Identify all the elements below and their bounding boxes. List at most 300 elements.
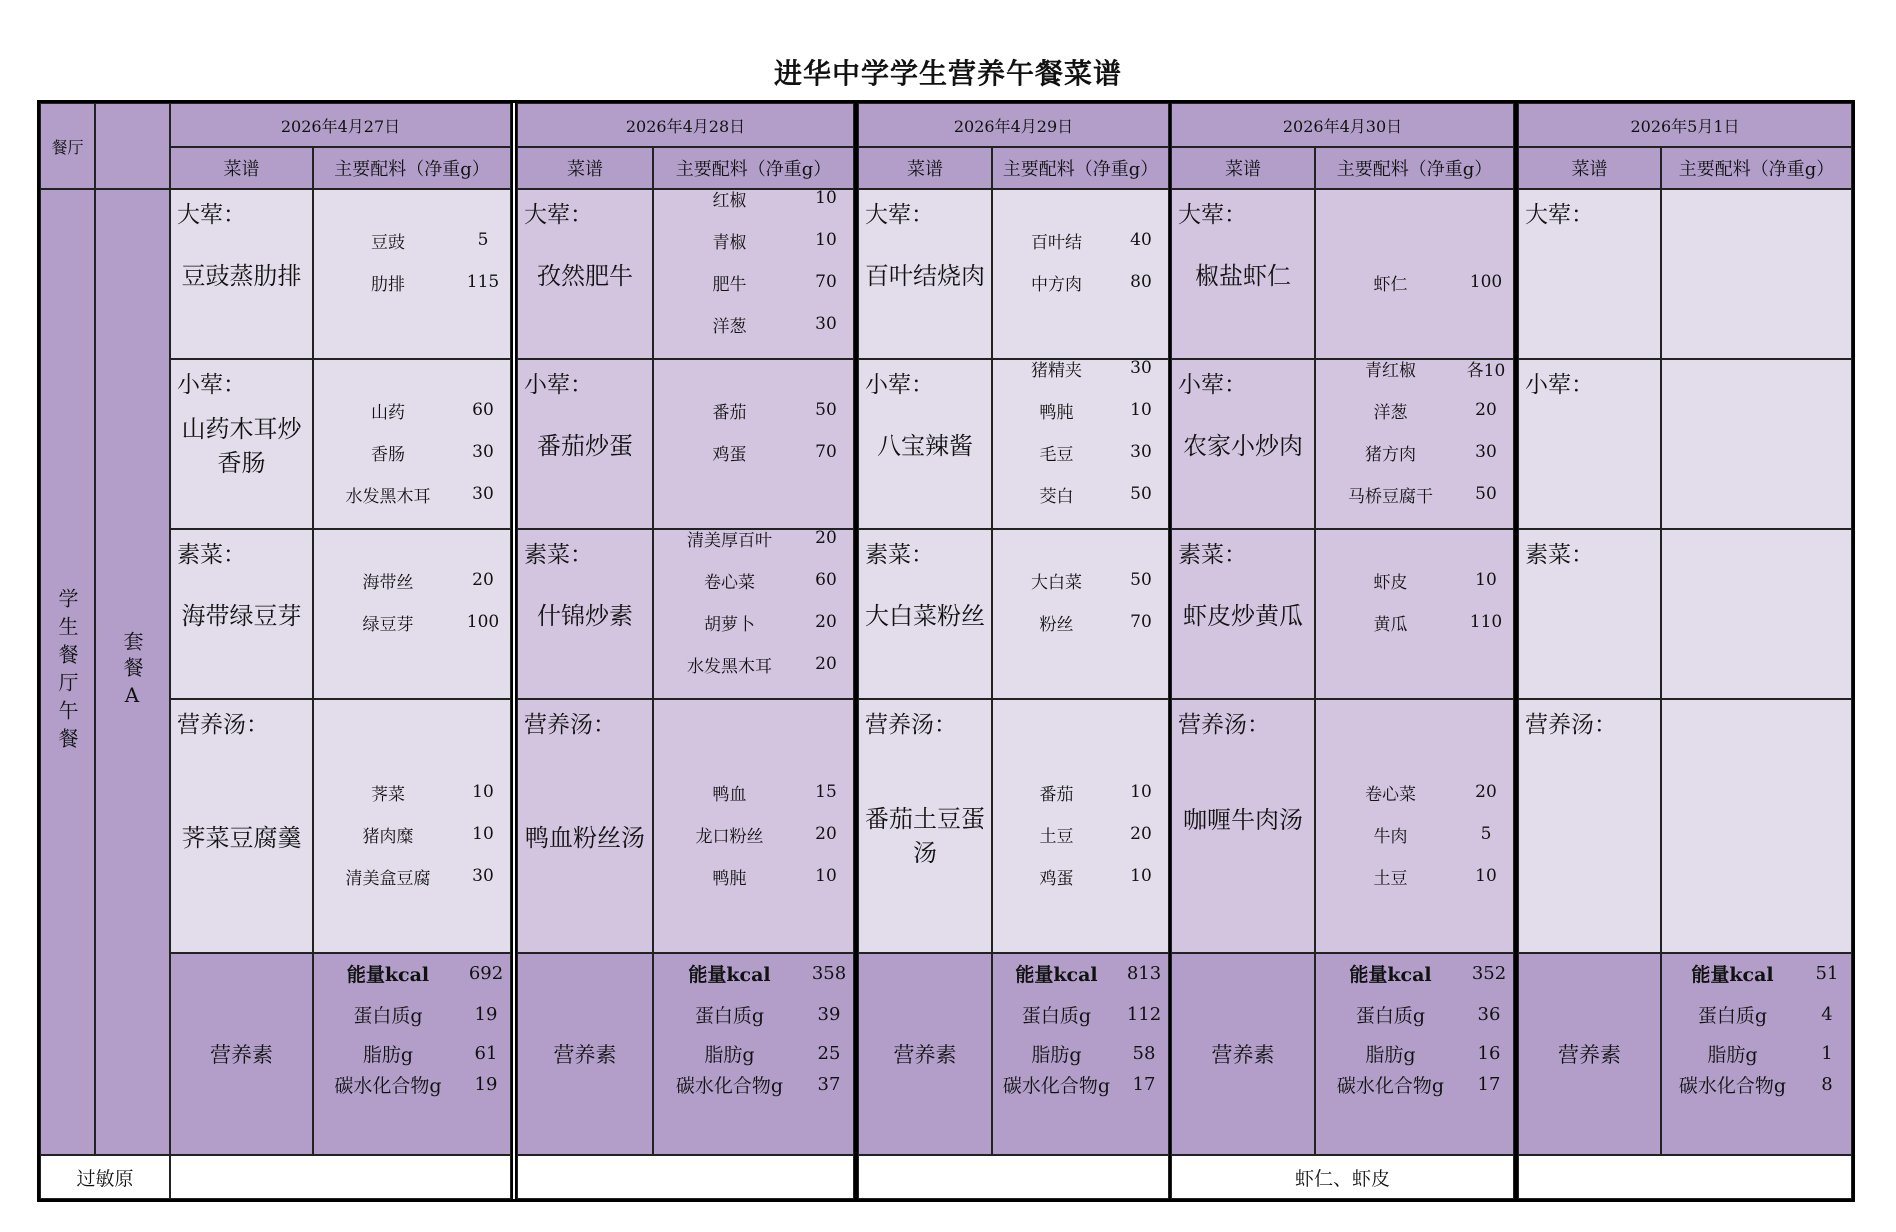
ingredient-name: 猪方肉: [1365, 444, 1416, 465]
ingredient-row: [1316, 359, 1513, 389]
section-label: 小荤：: [177, 372, 246, 398]
nutrient-row: [993, 956, 1168, 990]
set-label: [95, 189, 170, 1155]
ingredient-row: [314, 559, 510, 601]
nutrient-value: 17: [1132, 1073, 1156, 1095]
ingredient-row: [654, 389, 853, 431]
dish-cell: [858, 699, 992, 953]
dish-cell: [170, 359, 313, 529]
ingredient-weight: 30: [1130, 359, 1152, 378]
nutrient-name: 蛋白质g: [353, 1004, 423, 1027]
dish-cell: [1171, 529, 1315, 699]
dish-cell: [1518, 189, 1661, 359]
nutrient-value: 58: [1132, 1042, 1156, 1064]
ingredient-weight: 20: [1475, 400, 1497, 420]
ingredients-cell: [653, 189, 854, 359]
ingredient-name: 洋葱: [1373, 402, 1408, 423]
dish-name: 番茄土豆蛋汤: [865, 805, 985, 867]
ingredients-cell: [313, 359, 511, 529]
dish-name: 鸭血粉丝汤: [525, 824, 645, 852]
ingredient-name: 卷心菜: [704, 572, 755, 593]
ingredient-name: 粉丝: [1039, 614, 1074, 635]
allergen-cell: 虾仁、虾皮: [1171, 1155, 1514, 1199]
section-label: 素菜：: [1178, 542, 1247, 568]
ingredient-weight: 60: [815, 570, 837, 590]
ingredients-column-header: 主要配料（净重g）: [992, 147, 1169, 189]
section-label: 大荤：: [177, 202, 246, 228]
dish-name: 虾皮炒黄瓜: [1183, 602, 1303, 630]
nutrient-row: [654, 997, 853, 1031]
ingredient-name: 豆豉: [371, 232, 405, 253]
ingredients-cell: [1315, 529, 1514, 699]
ingredient-row: [654, 559, 853, 601]
ingredient-weight: 10: [815, 189, 837, 208]
nutrient-row: [993, 1036, 1168, 1070]
section-label: 营养汤：: [1525, 712, 1617, 738]
menu-table: [37, 100, 1855, 1202]
nutrient-value: 112: [1126, 1003, 1162, 1025]
ingredient-name: 卷心菜: [1365, 784, 1416, 805]
dish-cell: [170, 529, 313, 699]
ingredient-name: 青红椒: [1365, 360, 1416, 381]
ingredient-weight: 115: [466, 272, 500, 292]
dish-cell: [1518, 529, 1661, 699]
ingredient-name: 海带丝: [362, 572, 414, 593]
ingredient-name: 鸭肫: [712, 868, 747, 889]
ingredient-name: 水发黑木耳: [687, 656, 772, 677]
ingredients-cell: [653, 699, 854, 953]
nutrient-row: [1662, 956, 1851, 990]
ingredient-row: [993, 559, 1168, 601]
ingredient-row: [654, 219, 853, 261]
nutrient-name: 能量kcal: [688, 963, 771, 986]
ingredient-weight: 50: [1130, 570, 1152, 590]
ingredients-column-header: 主要配料（净重g）: [1315, 147, 1514, 189]
ingredients-cell: [992, 189, 1169, 359]
nutrient-value: 813: [1126, 962, 1162, 984]
dish-cell: [517, 699, 653, 953]
nutrition-label: 营养素: [1171, 953, 1315, 1155]
ingredient-row: [1316, 261, 1513, 303]
dish-cell: [170, 189, 313, 359]
ingredient-row: [993, 431, 1168, 473]
dish-cell: [858, 359, 992, 529]
nutrient-name: 能量kcal: [1015, 963, 1098, 986]
dish-name: 山药木耳炒香肠: [181, 415, 302, 477]
ingredient-row: [993, 813, 1168, 855]
canteen-label-text: 学生餐厅午餐: [55, 588, 79, 756]
ingredient-row: [314, 431, 510, 473]
nutrient-row: [993, 997, 1168, 1031]
ingredient-weight: 20: [815, 612, 837, 632]
ingredient-name: 毛豆: [1039, 444, 1074, 465]
dish-name: 咖喱牛肉汤: [1183, 806, 1303, 834]
ingredient-weight: 10: [1475, 570, 1497, 590]
ingredient-weight: 5: [1480, 824, 1492, 844]
nutrient-value: 39: [817, 1003, 841, 1025]
ingredient-row: [314, 601, 510, 643]
menu-column-header: 菜谱: [170, 147, 313, 189]
section-label: 素菜：: [524, 542, 593, 568]
ingredient-row: [993, 261, 1168, 303]
nutrition-label: 营养素: [1518, 953, 1661, 1155]
nutrition-values: [992, 953, 1169, 1155]
ingredient-weight: 20: [815, 824, 837, 844]
ingredient-name: 牛肉: [1373, 826, 1408, 847]
ingredients-cell: [653, 529, 854, 699]
nutrient-row: [654, 956, 853, 990]
ingredient-weight: 20: [1475, 782, 1497, 802]
ingredient-name: 鸭血: [712, 784, 747, 805]
ingredient-weight: 70: [815, 442, 837, 462]
nutrient-row: [993, 1067, 1168, 1101]
nutrient-value: 19: [474, 1003, 498, 1025]
date-header: 2026年5月1日: [1518, 103, 1852, 147]
section-label: 素菜：: [1525, 542, 1594, 568]
ingredient-name: 猪精夹: [1031, 360, 1082, 381]
ingredient-name: 肋排: [371, 274, 405, 295]
ingredient-weight: 110: [1469, 612, 1503, 632]
nutrient-value: 352: [1471, 962, 1507, 984]
nutrient-row: [1316, 1036, 1513, 1070]
ingredient-name: 绿豆芽: [362, 614, 414, 635]
ingredients-cell: [992, 359, 1169, 529]
ingredient-weight: 20: [472, 570, 494, 590]
nutrition-values: [653, 953, 854, 1155]
allergen-cell: [517, 1155, 854, 1199]
ingredient-name: 龙口粉丝: [695, 826, 764, 847]
nutrition-values: [1661, 953, 1852, 1155]
ingredient-row: [1316, 855, 1513, 897]
ingredient-row: [993, 855, 1168, 897]
ingredient-weight: 30: [1130, 442, 1152, 462]
dish-name: 豆豉蒸肋排: [181, 262, 302, 290]
ingredient-weight: 30: [815, 314, 837, 334]
dish-cell: [170, 699, 313, 953]
nutrient-row: [314, 956, 510, 990]
nutrient-value: 37: [817, 1073, 841, 1095]
nutrient-name: 蛋白质g: [1021, 1004, 1092, 1027]
nutrient-name: 能量kcal: [1691, 963, 1774, 986]
nutrient-name: 脂肪g: [362, 1043, 414, 1066]
dish-cell: [1518, 359, 1661, 529]
ingredient-name: 番茄: [1039, 784, 1074, 805]
allergen-cell: [1518, 1155, 1852, 1199]
ingredient-name: 中方肉: [1031, 274, 1082, 295]
ingredients-column-header: 主要配料（净重g）: [1661, 147, 1852, 189]
nutrient-name: 碳水化合物g: [675, 1074, 784, 1097]
ingredients-cell: [1661, 529, 1852, 699]
ingredient-weight: 30: [472, 866, 494, 886]
section-label: 大荤：: [1525, 202, 1594, 228]
nutrient-value: 36: [1477, 1003, 1501, 1025]
ingredient-row: [314, 771, 510, 813]
ingredient-name: 猪肉糜: [362, 826, 414, 847]
section-label: 营养汤：: [1178, 712, 1270, 738]
ingredient-weight: 100: [466, 612, 500, 632]
nutrient-row: [1662, 1067, 1851, 1101]
ingredient-weight: 20: [815, 529, 837, 548]
nutrient-name: 脂肪g: [704, 1043, 755, 1066]
nutrient-name: 碳水化合物g: [334, 1074, 442, 1097]
ingredients-column-header: 主要配料（净重g）: [313, 147, 511, 189]
nutrient-row: [1662, 1036, 1851, 1070]
ingredient-row: [1316, 771, 1513, 813]
ingredient-row: [654, 261, 853, 303]
nutrient-value: 16: [1477, 1042, 1501, 1064]
nutrient-name: 蛋白质g: [694, 1004, 765, 1027]
ingredient-row: [654, 529, 853, 559]
ingredient-weight: 10: [472, 782, 494, 802]
nutrient-row: [1316, 956, 1513, 990]
nutrition-label: 营养素: [517, 953, 653, 1155]
section-label: 大荤：: [865, 202, 934, 228]
ingredient-weight: 70: [1130, 612, 1152, 632]
ingredient-row: [314, 389, 510, 431]
dish-cell: [1171, 359, 1315, 529]
ingredient-row: [654, 855, 853, 897]
ingredient-weight: 20: [815, 654, 837, 674]
nutrient-name: 脂肪g: [1031, 1043, 1082, 1066]
ingredients-cell: [992, 699, 1169, 953]
ingredient-row: [1316, 431, 1513, 473]
ingredient-name: 胡萝卜: [704, 614, 755, 635]
dish-name: 什锦炒素: [537, 602, 633, 630]
restaurant-header: 餐厅: [40, 103, 95, 189]
nutrient-value: 692: [468, 962, 504, 984]
ingredient-row: [314, 813, 510, 855]
ingredient-weight: 10: [1130, 782, 1152, 802]
ingredient-weight: 50: [815, 400, 837, 420]
ingredient-row: [993, 473, 1168, 515]
ingredient-row: [654, 431, 853, 473]
nutrient-name: 蛋白质g: [1697, 1004, 1768, 1027]
nutrient-row: [1662, 997, 1851, 1031]
section-label: 小荤：: [524, 372, 593, 398]
section-label: 大荤：: [1178, 202, 1247, 228]
ingredient-name: 山药: [371, 402, 405, 423]
nutrient-value: 1: [1821, 1042, 1833, 1064]
nutrient-name: 蛋白质g: [1355, 1004, 1426, 1027]
ingredient-weight: 50: [1475, 484, 1497, 504]
ingredient-row: [993, 359, 1168, 389]
section-label: 小荤：: [865, 372, 934, 398]
nutrient-row: [314, 1036, 510, 1070]
ingredient-row: [654, 189, 853, 219]
allergen-cell: [858, 1155, 1169, 1199]
ingredient-name: 荠菜: [371, 784, 405, 805]
ingredient-name: 清美厚百叶: [687, 530, 772, 551]
ingredient-row: [314, 855, 510, 897]
nutrient-name: 能量kcal: [1349, 963, 1432, 986]
set-label-text: 套餐A: [120, 631, 144, 713]
ingredients-cell: [1315, 189, 1514, 359]
nutrient-value: 25: [817, 1042, 841, 1064]
section-label: 素菜：: [865, 542, 934, 568]
nutrient-name: 碳水化合物g: [1336, 1074, 1445, 1097]
section-label: 大荤：: [524, 202, 593, 228]
ingredient-weight: 50: [1130, 484, 1152, 504]
nutrient-value: 61: [474, 1042, 498, 1064]
ingredient-name: 土豆: [1039, 826, 1074, 847]
ingredient-name: 鸡蛋: [712, 444, 747, 465]
dish-name: 海带绿豆芽: [181, 602, 302, 630]
nutrient-row: [314, 1067, 510, 1101]
ingredient-row: [314, 219, 510, 261]
section-label: 小荤：: [1178, 372, 1247, 398]
ingredients-cell: [1315, 359, 1514, 529]
ingredients-cell: [653, 359, 854, 529]
ingredient-weight: 10: [815, 230, 837, 250]
ingredient-weight: 10: [815, 866, 837, 886]
dish-name: 百叶结烧肉: [865, 262, 985, 290]
dish-cell: [517, 529, 653, 699]
ingredient-weight: 80: [1130, 272, 1152, 292]
ingredients-cell: [992, 529, 1169, 699]
ingredient-weight: 10: [1475, 866, 1497, 886]
ingredient-row: [993, 219, 1168, 261]
ingredient-name: 茭白: [1039, 486, 1074, 507]
ingredient-row: [993, 771, 1168, 813]
ingredient-row: [1316, 389, 1513, 431]
dish-name: 八宝辣酱: [877, 432, 973, 460]
ingredient-weight: 30: [472, 442, 494, 462]
ingredient-weight: 各10: [1466, 360, 1506, 381]
ingredient-row: [314, 473, 510, 515]
ingredient-weight: 30: [1475, 442, 1497, 462]
ingredient-row: [654, 643, 853, 685]
dish-cell: [517, 189, 653, 359]
dish-cell: [1171, 699, 1315, 953]
ingredient-name: 水发黑木耳: [345, 486, 431, 507]
dish-name: 荠菜豆腐羹: [181, 824, 302, 852]
ingredients-cell: [313, 699, 511, 953]
allergen-label: 过敏原: [40, 1155, 170, 1199]
nutrient-row: [1316, 997, 1513, 1031]
menu-column-header: 菜谱: [1171, 147, 1315, 189]
ingredient-name: 香肠: [371, 444, 405, 465]
section-label: 营养汤：: [524, 712, 616, 738]
nutrient-row: [1316, 1067, 1513, 1101]
dish-name: 椒盐虾仁: [1195, 262, 1291, 290]
nutrition-values: [1315, 953, 1514, 1155]
section-label: 营养汤：: [177, 712, 269, 738]
ingredient-weight: 40: [1130, 230, 1152, 250]
canteen-label: [40, 189, 95, 1155]
nutrient-name: 碳水化合物g: [1002, 1074, 1111, 1097]
ingredient-weight: 10: [472, 824, 494, 844]
ingredient-weight: 20: [1130, 824, 1152, 844]
ingredient-name: 肥牛: [712, 274, 747, 295]
ingredient-weight: 10: [1130, 866, 1152, 886]
ingredient-name: 黄瓜: [1373, 614, 1408, 635]
dish-cell: [858, 529, 992, 699]
nutrition-label: 营养素: [170, 953, 313, 1155]
allergen-cell: [170, 1155, 511, 1199]
dish-name: 大白菜粉丝: [865, 602, 985, 630]
ingredient-name: 马桥豆腐干: [1348, 486, 1433, 507]
ingredient-name: 大白菜: [1031, 572, 1082, 593]
ingredient-weight: 5: [477, 230, 489, 250]
dish-cell: [1171, 189, 1315, 359]
nutrition-label: 营养素: [858, 953, 992, 1155]
ingredient-name: 虾仁: [1373, 274, 1408, 295]
ingredient-name: 红椒: [712, 190, 747, 211]
ingredients-cell: [1661, 189, 1852, 359]
menu-column-header: 菜谱: [858, 147, 992, 189]
page-title: 进华中学学生营养午餐菜谱: [773, 57, 1122, 90]
date-header: 2026年4月29日: [858, 103, 1169, 147]
ingredients-cell: [1661, 699, 1852, 953]
nutrient-value: 358: [811, 962, 847, 984]
ingredient-row: [654, 303, 853, 345]
ingredient-name: 虾皮: [1373, 572, 1408, 593]
dish-name: 农家小炒肉: [1183, 432, 1303, 460]
ingredients-cell: [1661, 359, 1852, 529]
set-header: [95, 103, 170, 189]
ingredient-row: [314, 261, 510, 303]
ingredient-name: 洋葱: [712, 316, 747, 337]
dish-cell: [517, 359, 653, 529]
ingredient-row: [993, 601, 1168, 643]
nutrient-name: 能量kcal: [346, 963, 430, 986]
ingredient-weight: 70: [815, 272, 837, 292]
section-label: 小荤：: [1525, 372, 1594, 398]
date-header: 2026年4月27日: [170, 103, 511, 147]
dish-name: 番茄炒蛋: [537, 432, 633, 460]
menu-column-header: 菜谱: [517, 147, 653, 189]
nutrient-value: 8: [1821, 1073, 1833, 1095]
ingredient-row: [1316, 559, 1513, 601]
ingredient-name: 鸡蛋: [1039, 868, 1074, 889]
menu-column-header: 菜谱: [1518, 147, 1661, 189]
nutrient-value: 4: [1821, 1003, 1833, 1025]
nutrient-value: 19: [474, 1073, 498, 1095]
nutrient-name: 脂肪g: [1365, 1043, 1416, 1066]
dish-cell: [858, 189, 992, 359]
ingredient-row: [993, 389, 1168, 431]
ingredient-name: 清美盒豆腐: [345, 868, 431, 889]
ingredients-cell: [1315, 699, 1514, 953]
ingredients-cell: [313, 189, 511, 359]
ingredient-name: 青椒: [712, 232, 747, 253]
ingredient-weight: 15: [815, 782, 837, 802]
ingredient-weight: 30: [472, 484, 494, 504]
ingredient-weight: 60: [472, 400, 494, 420]
ingredient-row: [654, 601, 853, 643]
ingredients-cell: [313, 529, 511, 699]
ingredient-row: [1316, 601, 1513, 643]
ingredient-weight: 100: [1469, 272, 1503, 292]
date-header: 2026年4月28日: [517, 103, 854, 147]
ingredient-row: [654, 771, 853, 813]
nutrient-value: 17: [1477, 1073, 1501, 1095]
ingredient-name: 土豆: [1373, 868, 1408, 889]
nutrient-row: [654, 1067, 853, 1101]
section-label: 素菜：: [177, 542, 246, 568]
dish-cell: [1518, 699, 1661, 953]
ingredient-name: 鸭肫: [1039, 402, 1074, 423]
nutrient-name: 脂肪g: [1707, 1043, 1758, 1066]
nutrient-value: 51: [1815, 962, 1839, 984]
nutrient-row: [654, 1036, 853, 1070]
ingredient-row: [1316, 473, 1513, 515]
ingredient-row: [654, 813, 853, 855]
nutrient-name: 碳水化合物g: [1678, 1074, 1787, 1097]
nutrient-row: [314, 997, 510, 1031]
date-header: 2026年4月30日: [1171, 103, 1514, 147]
ingredient-row: [1316, 813, 1513, 855]
